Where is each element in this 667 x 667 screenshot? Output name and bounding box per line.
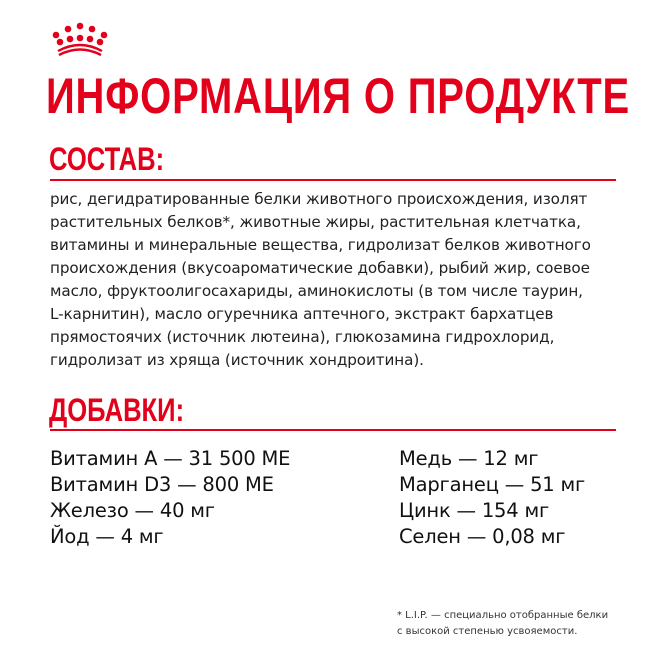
additive-item: Железо — 40 мг <box>50 499 215 522</box>
composition-text <box>50 188 630 372</box>
additive-item: Медь — 12 мг <box>399 447 539 470</box>
composition-line: рис, дегидратированные белки животного происхождения, изолят <box>50 190 588 208</box>
footnote-line: с высокой степенью усвояемости. <box>397 626 578 637</box>
composition-line: L-карнитин), масло огуречника аптечного, экстракт бархатцев <box>50 305 554 323</box>
composition-line: происхождения (вкусоароматические добавки), рыбий жир, соевое <box>50 259 590 277</box>
crown-icon <box>50 22 112 58</box>
additives-divider <box>50 429 616 431</box>
composition-line: витамины и минеральные вещества, гидролизат белков животного <box>50 236 591 254</box>
additive-item: Цинк — 154 мг <box>399 499 550 522</box>
composition-line: растительных белков*, животные жиры, растительная клетчатка, <box>50 213 581 231</box>
additive-item: Йод — 4 мг <box>50 525 164 548</box>
additive-item: Витамин A — 31 500 МЕ <box>50 447 291 470</box>
additives-list <box>50 446 620 550</box>
footnote <box>397 608 608 640</box>
additive-item: Селен — 0,08 мг <box>399 525 566 548</box>
composition-divider <box>50 179 616 181</box>
composition-line: прямостоячих (источник лютеина), глюкозамина гидрохлорид, <box>50 328 555 346</box>
composition-line: гидролизат из хряща (источник хондроитина). <box>50 351 424 369</box>
additives-column-left <box>50 446 399 550</box>
additive-item: Марганец — 51 мг <box>399 473 586 496</box>
footnote-line: * L.I.P. — специально отобранные белки <box>397 610 609 621</box>
composition-line: масло, фруктоолигосахариды, аминокислоты (в том числе таурин, <box>50 282 583 300</box>
additives-heading: ДОБАВКИ: <box>49 392 185 428</box>
additives-column-right <box>399 446 585 550</box>
additive-item: Витамин D3 — 800 МЕ <box>50 473 274 496</box>
page-title: ИНФОРМАЦИЯ О ПРОДУКТЕ <box>46 68 630 124</box>
composition-heading: СОСТАВ: <box>49 141 165 177</box>
